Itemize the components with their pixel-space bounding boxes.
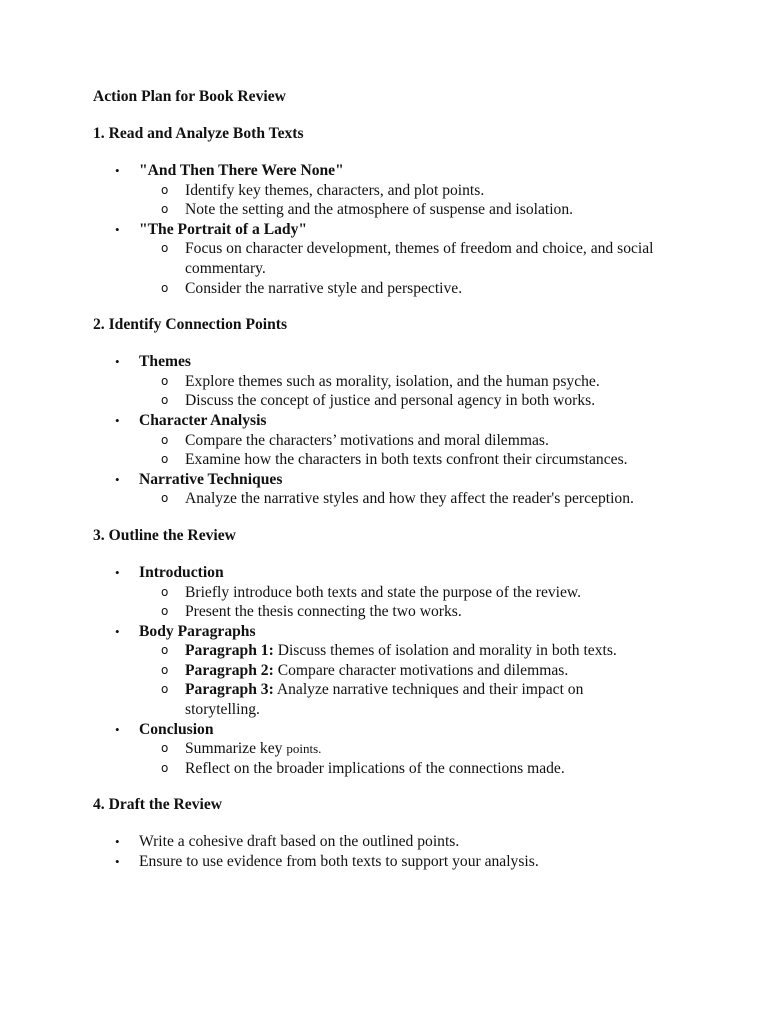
circle-bullet-icon: o: [161, 741, 169, 756]
sub-item-text: Consider the narrative style and perspective.: [185, 279, 463, 297]
sub-list: [139, 739, 768, 778]
circle-bullet-icon: o: [161, 182, 169, 197]
sub-list-item: [139, 739, 655, 759]
sub-list-item: [139, 181, 655, 201]
bullet-icon: [115, 563, 125, 583]
list-item: [93, 832, 768, 852]
bullet-list: [93, 832, 768, 871]
sub-item-text: Examine how the characters in both texts confront their circumstances.: [185, 451, 628, 469]
circle-bullet-icon: o: [161, 643, 169, 658]
section: [93, 795, 768, 871]
document-title: Action Plan for Book Review: [93, 88, 286, 105]
sub-item-text: Discuss the concept of justice and personal agency in both works.: [185, 392, 596, 410]
list-item-label: "The Portrait of a Lady": [139, 220, 308, 238]
sub-list-item: [139, 489, 655, 509]
sub-list-item: [139, 372, 655, 392]
circle-bullet-icon: o: [161, 373, 169, 388]
list-item: [93, 352, 768, 411]
circle-bullet-icon: o: [161, 682, 169, 697]
sub-list-item: [139, 641, 655, 661]
sub-list: [139, 239, 768, 298]
sub-list-item: [139, 583, 655, 603]
bullet-icon: [115, 220, 125, 240]
sub-item-label: Paragraph 2:: [185, 661, 274, 679]
list-item-label: "And Then There Were None": [139, 162, 344, 179]
circle-bullet-icon: o: [161, 760, 169, 775]
sub-item-text: Analyze narrative techniques and their impact on storytelling.: [185, 681, 584, 719]
sub-item-label: Paragraph 1:: [185, 642, 274, 660]
circle-bullet-icon: o: [161, 604, 169, 619]
sub-item-text: Compare character motivations and dilemmas.: [273, 661, 569, 679]
section: [93, 315, 768, 509]
sub-item-label: Paragraph 3:: [185, 681, 274, 699]
sub-list-item: [139, 239, 655, 278]
sub-item-text: Compare the characters’ motivations and moral dilemmas.: [185, 431, 549, 449]
circle-bullet-icon: o: [161, 452, 169, 467]
list-item: [93, 852, 768, 872]
sub-list-item: [139, 759, 655, 779]
sub-list-item: [139, 661, 655, 681]
bullet-icon: [115, 161, 125, 181]
sections-container: [93, 124, 768, 872]
circle-bullet-icon: o: [161, 662, 169, 677]
bullet-icon: [115, 470, 125, 490]
sub-item-text: Discuss themes of isolation and morality in both texts.: [273, 642, 617, 660]
sub-list-item: [139, 680, 655, 719]
sub-item-text: Focus on character development, themes of freedom and choice, and social commentary.: [185, 240, 654, 277]
circle-bullet-icon: o: [161, 393, 169, 408]
sub-item-text: Note the setting and the atmosphere of suspense and isolation.: [185, 201, 574, 219]
sub-item-text: Briefly introduce both texts and state the purpose of the review.: [185, 583, 582, 601]
list-item-text: Write a cohesive draft based on the outlined points.: [139, 833, 460, 851]
bullet-icon: [115, 352, 125, 372]
bullet-list: [93, 563, 768, 779]
section-heading: 1. Read and Analyze Both Texts: [93, 125, 304, 142]
sub-list: [139, 641, 768, 719]
sub-list: [139, 431, 768, 470]
list-item: [93, 161, 768, 220]
circle-bullet-icon: o: [161, 432, 169, 447]
list-item-label: Narrative Techniques: [139, 470, 283, 488]
list-item: [93, 720, 768, 779]
sub-list-item: [139, 279, 655, 299]
sub-item-text: Analyze the narrative styles and how they affect the reader's perception.: [185, 490, 634, 508]
sub-list: [139, 372, 768, 411]
bullet-list: [93, 352, 768, 509]
circle-bullet-icon: o: [161, 241, 169, 256]
section-heading: 4. Draft the Review: [93, 796, 223, 814]
bullet-icon: [115, 720, 125, 740]
bullet-icon: [115, 411, 125, 431]
list-item-label: Character Analysis: [139, 411, 267, 429]
sub-list-item: [139, 431, 655, 451]
sub-item-text: Present the thesis connecting the two works.: [185, 603, 462, 621]
circle-bullet-icon: o: [161, 280, 169, 295]
bullet-icon: [115, 622, 125, 642]
circle-bullet-icon: o: [161, 202, 169, 217]
sub-list: [139, 181, 768, 220]
bullet-list: [93, 161, 768, 298]
sub-item-text-small: points.: [286, 741, 322, 757]
list-item-label: Conclusion: [139, 720, 214, 738]
bullet-icon: [115, 852, 125, 872]
section: [93, 526, 768, 779]
sub-item-text: Identify key themes, characters, and plot points.: [185, 181, 485, 199]
section: [93, 124, 768, 298]
list-item: [93, 470, 768, 509]
list-item-label: Introduction: [139, 563, 224, 581]
sub-item-text: Reflect on the broader implications of the connections made.: [185, 759, 565, 777]
section-heading: 3. Outline the Review: [93, 526, 236, 544]
list-item-label: Body Paragraphs: [139, 622, 256, 640]
list-item-text: Ensure to use evidence from both texts to support your analysis.: [139, 853, 539, 871]
sub-list: [139, 583, 768, 622]
sub-list-item: [139, 450, 655, 470]
circle-bullet-icon: o: [161, 584, 169, 599]
list-item: [93, 411, 768, 470]
circle-bullet-icon: o: [161, 491, 169, 506]
sub-list-item: [139, 200, 655, 220]
bullet-icon: [115, 832, 125, 852]
sub-item-text: Summarize key: [185, 740, 287, 758]
section-heading: 2. Identify Connection Points: [93, 316, 288, 334]
list-item: [93, 622, 768, 720]
list-item: [93, 563, 768, 622]
sub-item-text: Explore themes such as morality, isolation, and the human psyche.: [185, 372, 600, 390]
list-item: [93, 220, 768, 298]
sub-list: [139, 489, 768, 509]
sub-list-item: [139, 602, 655, 622]
list-item-label: Themes: [139, 353, 191, 371]
sub-list-item: [139, 391, 655, 411]
